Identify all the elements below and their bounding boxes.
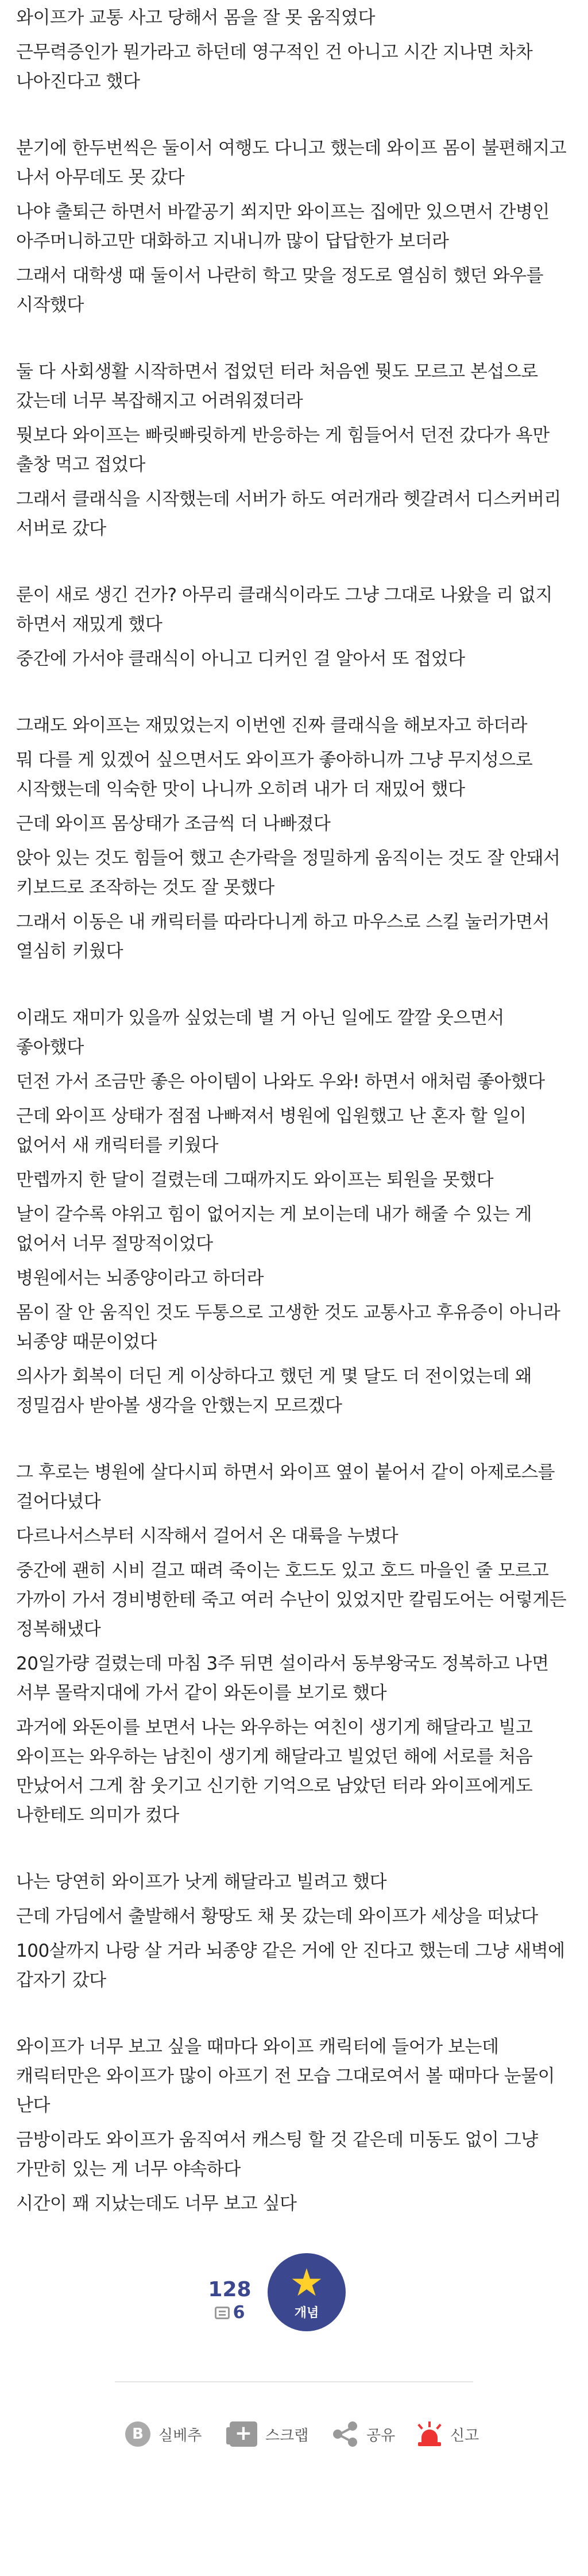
report-button[interactable]: [417, 2403, 479, 2466]
paragraph: 근데 가딤에서 출발해서 황땅도 채 못 갔는데 와이프가 세상을 떠났다: [16, 1906, 538, 1927]
paragraph: 그래서 이동은 내 캐릭터를 따라다니게 하고 마우스로 스킬 눌러가면서 열심히 키웠다: [16, 912, 550, 962]
comment-count: 6: [233, 2303, 245, 2323]
paragraph: 뭐 다를 게 있겠어 싶으면서도 와이프가 좋아하니까 그냥 무지성으로 시작했는데 익숙한 맛이 나니까 오히려 내가 더 재밌어 했다: [16, 750, 533, 800]
share-icon: [333, 2421, 358, 2447]
paragraph: 뭣보다 와이프는 빠릿빠릿하게 반응하는 게 힘들어서 던전 갔다가 욕만 출창 먹고 접었다: [16, 425, 550, 475]
scrap-button[interactable]: [230, 2403, 308, 2466]
paragraph: 몸이 잘 안 움직인 것도 두통으로 고생한 것도 교통사고 후유증이 아니라 뇌종양 때문이었다: [16, 1302, 560, 1352]
paragraph: 병원에서는 뇌종양이라고 하더라: [16, 1268, 264, 1289]
paragraph: 다르나서스부터 시작해서 걸어서 온 대륙을 누볐다: [16, 1526, 399, 1547]
paragraph: 시간이 꽤 지났는데도 너무 보고 싶다: [16, 2193, 297, 2214]
paragraph: 20일가량 걸렸는데 마침 3주 뒤면 설이라서 동부왕국도 정복하고 나면 서부 몰락지대에 가서 같이 와돈이를 보기로 했다: [16, 1653, 549, 1703]
silbechu-button[interactable]: [125, 2403, 202, 2466]
paragraph: 근데 와이프 상태가 점점 나빠져서 병원에 입원했고 난 혼자 할 일이 없어서 새 캐릭터를 키웠다: [16, 1106, 527, 1156]
paragraph: 분기에 한두번씩은 둘이서 여행도 다니고 했는데 와이프 몸이 불편해지고 나서 아무데도 못 갔다: [16, 138, 567, 188]
paragraph: 이래도 재미가 있을까 싶었는데 별 거 아닌 일에도 깔깔 웃으면서 좋아했다: [16, 1008, 504, 1058]
siren-icon: [417, 2421, 442, 2447]
paragraph: 나는 당연히 와이프가 낫게 해달라고 빌려고 했다: [16, 1872, 387, 1892]
paragraph: 던전 가서 조금만 좋은 아이템이 나와도 우와! 하면서 애처럼 좋아했다: [16, 1071, 545, 1092]
report-label: 신고: [450, 2427, 479, 2444]
paragraph: 중간에 괜히 시비 걸고 때려 죽이는 호드도 있고 호드 마을인 줄 모르고 가까이 가서 경비병한테 죽고 여러 수난이 있었지만 칼림도어는 어렇게든 정복해냈다: [16, 1560, 567, 1640]
gaenyeom-button[interactable]: [268, 2253, 346, 2331]
paragraph: 날이 갈수록 야위고 힘이 없어지는 게 보이는데 내가 해줄 수 있는 게 없어서 너무 절망적이었다: [16, 1204, 532, 1254]
divider: [115, 2381, 473, 2382]
paragraph: 둘 다 사회생활 시작하면서 접었던 터라 처음엔 뭣도 모르고 본섭으로 갔는데 너무 복잡해지고 어려워졌더라: [16, 361, 538, 411]
paragraph: 그래서 클래식을 시작했는데 서버가 하도 여러개라 헷갈려서 디스커버리 서버로 갔다: [16, 489, 561, 539]
scrap-icon: [230, 2421, 257, 2447]
paragraph: 나야 출퇴근 하면서 바깥공기 쐬지만 와이프는 집에만 있으면서 간병인 아주머니하고만 대화하고 지내니까 많이 답답한가 보더라: [16, 202, 550, 252]
comment-icon: [215, 2307, 230, 2319]
post-body: [16, 0, 572, 2224]
vote-area: [0, 2250, 588, 2342]
paragraph: 와이프가 교통 사고 당해서 몸을 잘 못 움직였다: [16, 7, 375, 28]
paragraph: 만렙까지 한 달이 걸렸는데 그때까지도 와이프는 퇴원을 못했다: [16, 1170, 494, 1190]
paragraph: 앉아 있는 것도 힘들어 했고 손가락을 정밀하게 움직이는 것도 잘 안돼서 키보드로 조작하는 것도 잘 못했다: [16, 848, 560, 898]
recommend-count: 128: [208, 2278, 252, 2301]
paragraph: 근무력증인가 뭔가라고 하던데 영구적인 건 아니고 시간 지나면 차차 나아진다고 했다: [16, 42, 533, 92]
recommend-stats: [189, 2278, 270, 2323]
paragraph: 와이프가 너무 보고 싶을 때마다 와이프 캐릭터에 들어가 보는데 캐릭터만은 와이프가 많이 아프기 전 모습 그대로여서 볼 때마다 눈물이 난다: [16, 2037, 555, 2116]
paragraph: 그래도 와이프는 재밌었는지 이번엔 진짜 클래식을 해보자고 하더라: [16, 715, 527, 736]
paragraph: 금방이라도 와이프가 움직여서 캐스팅 할 것 같은데 미동도 없이 그냥 가만히 있는 게 너무 야속하다: [16, 2130, 538, 2180]
scrap-label: 스크랩: [265, 2427, 309, 2444]
paragraph: 의사가 회복이 더딘 게 이상하다고 했던 게 몇 달도 더 전이었는데 왜 정밀검사 받아볼 생각을 안했는지 모르겠다: [16, 1366, 532, 1416]
paragraph: 그 후로는 병원에 살다시피 하면서 와이프 옆이 붙어서 같이 아제로스를 걸어다녔다: [16, 1462, 555, 1512]
gaenyeom-label: 개념: [294, 2305, 319, 2320]
star-icon: ★: [289, 2260, 324, 2305]
paragraph: 룬이 새로 생긴 건가? 아무리 클래식이라도 그냥 그대로 나왔을 리 없지 하면서 재밌게 했다: [16, 585, 552, 635]
silbechu-label: 실베추: [158, 2427, 202, 2444]
share-label: 공유: [366, 2427, 396, 2444]
silbechu-icon: B: [125, 2421, 150, 2447]
comment-stats: [189, 2303, 270, 2323]
action-bar: [0, 2403, 588, 2466]
paragraph: 근데 와이프 몸상태가 조금씩 더 나빠졌다: [16, 813, 331, 834]
paragraph: 과거에 와돈이를 보면서 나는 와우하는 여친이 생기게 해달라고 빌고 와이프는 와우하는 남친이 생기게 해달라고 빌었던 해에 서로를 처음 만났어서 그게 참 웃기고 신기한 기억으로 남았던 터라 와이프에게도 나한테도 의미가 컸다: [16, 1717, 533, 1826]
paragraph: 중간에 가서야 클래식이 아니고 디커인 걸 알아서 또 접었다: [16, 649, 465, 669]
paragraph: 100살까지 나랑 살 거라 뇌종양 같은 거에 안 진다고 했는데 그냥 새벽에 갑자기 갔다: [16, 1941, 565, 1991]
share-button[interactable]: [333, 2403, 395, 2466]
paragraph: 그래서 대학생 때 둘이서 나란히 학고 맞을 정도로 열심히 했던 와우를 시작했다: [16, 265, 544, 315]
